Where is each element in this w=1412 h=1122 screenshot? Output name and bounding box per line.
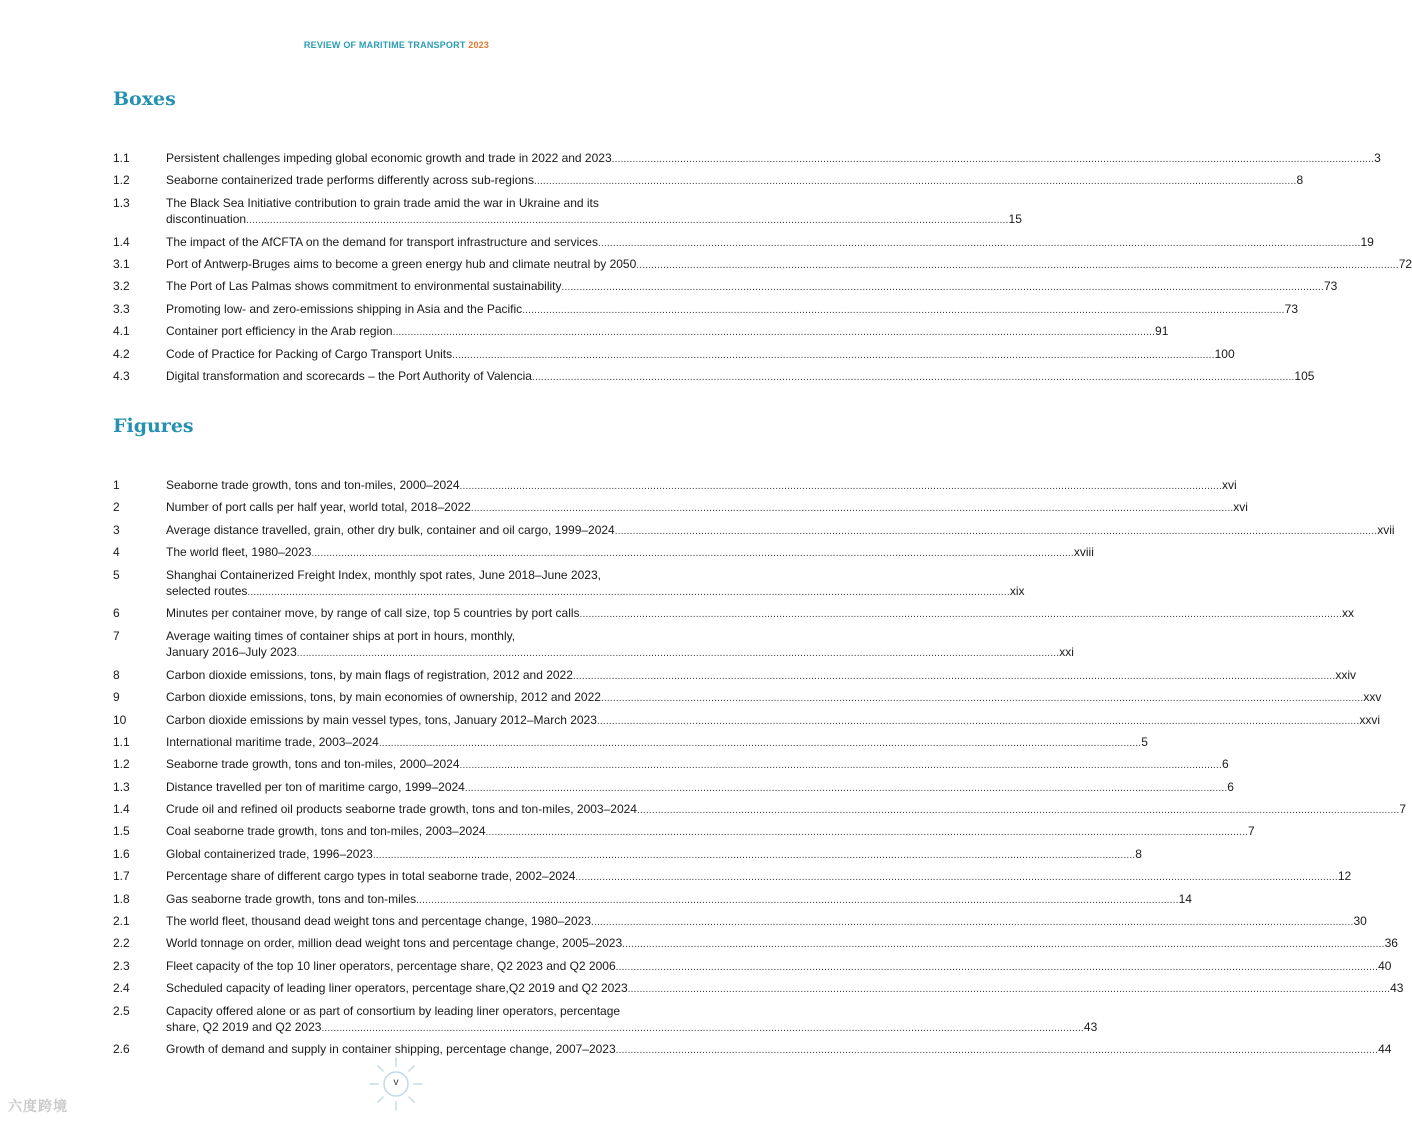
toc-entry-body: [166, 605, 1354, 624]
toc-entry-title: January 2016–July 2023: [166, 645, 297, 660]
toc-entry-line: [166, 935, 1398, 954]
toc-entry-number: 4.1: [113, 324, 130, 339]
toc-entry-number: 9: [113, 690, 120, 705]
toc-entry-title: Crude oil and refined oil products seaborne trade growth, tons and ton-miles, 2003–2024: [166, 802, 637, 817]
toc-entry-body: [166, 499, 1248, 518]
toc-entry-number: 1.7: [113, 869, 130, 884]
toc-entry-body: [166, 234, 1374, 253]
toc-entry-line: [166, 278, 1338, 297]
dot-leader: [628, 982, 1390, 999]
toc-entry-page: xvi: [1221, 478, 1237, 492]
toc-entry-number: 3.1: [113, 257, 130, 272]
dot-leader: [636, 258, 1398, 275]
toc-entry-body: [166, 712, 1381, 731]
toc-entry-title: Minutes per container move, by range of call size, top 5 countries by port calls: [166, 606, 580, 621]
toc-entry-line: [166, 644, 1074, 663]
toc-entry-title: Gas seaborne trade growth, tons and ton-miles: [166, 891, 417, 906]
toc-entry-body: [166, 980, 1404, 999]
toc-entry-page: xxv: [1363, 690, 1382, 705]
header-year: 2023: [468, 40, 490, 50]
toc-entry[interactable]: [113, 346, 1235, 365]
toc-entry-page: 8: [1135, 846, 1142, 861]
toc-entry[interactable]: [113, 913, 1367, 932]
dot-leader: [465, 781, 1227, 798]
toc-entry-page: xxiv: [1335, 667, 1357, 682]
toc-entry-title: Container port efficiency in the Arab region: [166, 324, 393, 339]
toc-entry-body: [166, 689, 1382, 708]
toc-entry-number: 4.2: [113, 346, 130, 361]
toc-entry-body: [166, 256, 1412, 275]
toc-entry-page: 6: [1221, 757, 1229, 772]
toc-entry-page: xix: [1009, 584, 1025, 599]
toc-entry-title: World tonnage on order, million dead weight tons and percentage change, 2005–2023: [166, 936, 623, 951]
toc-entry-title: Digital transformation and scorecards – the Port Authority of Valencia: [166, 369, 532, 384]
toc-entry-line: [166, 734, 1148, 753]
toc-entry-number: 2.6: [113, 1042, 130, 1057]
toc-entry-number: 8: [113, 667, 120, 682]
toc-entry-number: 7: [113, 628, 120, 643]
toc-entry-title: The Black Sea Initiative contribution to grain trade amid the war in Ukraine and its: [166, 195, 599, 210]
toc-entry-number: 1.4: [113, 234, 130, 249]
toc-entry-line: [166, 628, 680, 645]
toc-entry[interactable]: [113, 234, 1374, 253]
toc-entry-page: xviii: [1073, 545, 1094, 560]
toc-entry-title: Scheduled capacity of leading liner operators, percentage share,Q2 2019 and Q2 2023: [166, 981, 628, 996]
dot-leader: [573, 669, 1335, 686]
dot-leader: [575, 870, 1337, 887]
toc-entry-body: [166, 913, 1367, 932]
toc-entry-title: Seaborne containerized trade performs differently across sub-regions: [166, 173, 534, 188]
toc-entry-page: 15: [1008, 212, 1022, 227]
toc-entry[interactable]: [113, 522, 1395, 541]
toc-entry-page: 73: [1323, 279, 1338, 294]
header-title: REVIEW OF MARITIME TRANSPORT: [303, 40, 466, 50]
toc-entry-title: Average waiting times of container ships at port in hours, monthly,: [166, 628, 516, 643]
toc-entry-body: [166, 323, 1169, 342]
toc-entry[interactable]: [113, 256, 1412, 275]
toc-entry[interactable]: [113, 980, 1404, 999]
toc-entry-line: [166, 891, 1192, 910]
toc-entry-body: [166, 278, 1338, 297]
boxes-list: [113, 150, 1412, 390]
toc-entry[interactable]: [113, 1003, 1098, 1038]
toc-entry-page: 43: [1390, 981, 1404, 996]
toc-entry-line: [166, 1003, 680, 1020]
toc-entry-number: 2.3: [113, 958, 130, 973]
toc-entry-page: 73: [1284, 301, 1298, 316]
toc-entry-title: Distance travelled per ton of maritime cargo, 1999–2024: [166, 779, 465, 794]
toc-entry-title: Number of port calls per half year, world total, 2018–2022: [166, 500, 471, 515]
toc-entry-line: [166, 958, 1392, 977]
toc-entry-title: Carbon dioxide emissions, tons, by main economies of ownership, 2012 and 2022: [166, 690, 601, 705]
toc-entry-body: [166, 801, 1407, 820]
toc-entry-page: 14: [1178, 891, 1192, 906]
toc-entry-number: 1.1: [113, 151, 130, 165]
toc-entry[interactable]: [113, 712, 1381, 731]
dot-leader: [416, 893, 1178, 910]
toc-entry-title: The impact of the AfCFTA on the demand for transport infrastructure and services: [166, 234, 598, 249]
dot-leader: [460, 758, 1222, 775]
toc-entry-page: 72: [1398, 257, 1412, 272]
toc-entry-page: xvi: [1233, 500, 1248, 515]
watermark: [8, 1096, 68, 1116]
toc-entry-page: 100: [1214, 346, 1235, 361]
toc-entry-title: Code of Practice for Packing of Cargo Transport Units: [166, 346, 453, 361]
toc-entry-page: xxvi: [1359, 712, 1381, 727]
toc-entry-line: [166, 823, 1255, 842]
toc-entry-number: 4: [113, 545, 120, 560]
toc-entry-number: 1.6: [113, 846, 130, 861]
toc-entry-number: 1.2: [113, 173, 130, 188]
toc-entry-line: [166, 801, 1407, 820]
toc-entry-title: International maritime trade, 2003–2024: [166, 734, 379, 749]
toc-entry-number: 1.3: [113, 779, 130, 794]
toc-entry-title: The world fleet, thousand dead weight tons and percentage change, 1980–2023: [166, 914, 591, 929]
dot-leader: [597, 714, 1359, 731]
toc-entry[interactable]: [113, 544, 1094, 563]
dot-leader: [591, 915, 1353, 932]
toc-entry-body: [166, 958, 1392, 977]
toc-entry[interactable]: [113, 323, 1169, 342]
toc-entry-body: [166, 628, 1074, 663]
toc-entry-title: Coal seaborne trade growth, tons and ton-miles, 2003–2024: [166, 824, 486, 839]
toc-entry[interactable]: [113, 567, 1025, 602]
toc-entry[interactable]: [113, 172, 1304, 191]
toc-entry-body: [166, 779, 1234, 798]
dot-leader: [522, 303, 1284, 320]
toc-entry-line: [166, 346, 1235, 365]
toc-entry-title: Port of Antwerp-Bruges aims to become a green energy hub and climate neutral by 2050: [166, 257, 637, 272]
toc-entry-page: 36: [1384, 936, 1398, 951]
dot-leader: [616, 960, 1378, 977]
toc-entry-page: 43: [1083, 1020, 1098, 1035]
toc-entry[interactable]: [113, 734, 1148, 753]
toc-entry-line: [166, 522, 1395, 541]
toc-entry-number: 3.2: [113, 279, 130, 294]
dot-leader: [373, 848, 1135, 865]
toc-entry-body: [166, 1003, 1098, 1038]
toc-entry-number: 3: [113, 522, 120, 537]
dot-leader: [471, 501, 1233, 518]
toc-entry-page: xxi: [1059, 645, 1074, 660]
toc-entry-body: [166, 567, 1025, 602]
toc-entry-line: [166, 323, 1169, 342]
toc-entry-body: [166, 734, 1148, 753]
toc-entry-line: [166, 567, 680, 584]
toc-entry-number: 2.5: [113, 1003, 130, 1018]
toc-entry-number: 1.1: [113, 734, 130, 749]
toc-entry-number: 10: [113, 712, 127, 727]
dot-leader: [532, 370, 1294, 387]
toc-entry-page: xx: [1342, 606, 1354, 621]
dot-leader: [246, 213, 1008, 230]
toc-entry-page: 7: [1248, 824, 1255, 839]
dot-leader: [460, 479, 1222, 496]
dot-leader: [321, 1021, 1083, 1038]
toc-entry[interactable]: [113, 368, 1315, 387]
toc-entry-body: [166, 544, 1094, 563]
toc-entry-body: [166, 868, 1352, 887]
toc-entry[interactable]: [113, 150, 1381, 169]
toc-entry-line: [166, 234, 1374, 253]
toc-entry-title: discontinuation: [166, 212, 247, 227]
running-header: [0, 40, 793, 50]
toc-entry-line: [166, 477, 1237, 496]
toc-entry-body: [166, 667, 1357, 686]
toc-entry-title: Average distance travelled, grain, other dry bulk, container and oil cargo, 1999–2024: [166, 522, 615, 537]
dot-leader: [637, 803, 1399, 820]
toc-entry[interactable]: [113, 689, 1382, 708]
toc-entry-title: Percentage share of different cargo types in total seaborne trade, 2002–2024: [166, 869, 576, 884]
dot-leader: [601, 691, 1363, 708]
toc-entry-title: The Port of Las Palmas shows commitment to environmental sustainability: [166, 279, 562, 294]
toc-entry-title: Growth of demand and supply in container shipping, percentage change, 2007–2023: [166, 1042, 616, 1057]
toc-entry[interactable]: [113, 779, 1234, 798]
toc-entry-line: [166, 583, 1025, 602]
toc-entry-number: 1.3: [113, 195, 130, 210]
toc-entry-body: [166, 846, 1142, 865]
toc-entry-page: 5: [1141, 734, 1148, 749]
figures-list: [113, 477, 1407, 1064]
dot-leader: [452, 348, 1214, 365]
toc-entry-page: xvii: [1377, 522, 1395, 537]
toc-entry[interactable]: [113, 605, 1354, 624]
toc-entry-body: [166, 891, 1192, 910]
toc-entry-line: [166, 868, 1352, 887]
toc-entry-number: 3.3: [113, 301, 130, 316]
toc-entry[interactable]: [113, 477, 1237, 496]
watermark-text: 六度跨境: [8, 1098, 68, 1114]
toc-entry-body: [166, 172, 1304, 191]
toc-entry[interactable]: [113, 823, 1255, 842]
toc-entry[interactable]: [113, 935, 1398, 954]
toc-entry-line: [166, 150, 1381, 169]
dot-leader: [247, 585, 1009, 602]
toc-entry-line: [166, 368, 1315, 387]
toc-entry-title: Seaborne trade growth, tons and ton-miles, 2000–2024: [166, 757, 460, 772]
toc-entry-page: 30: [1353, 914, 1367, 929]
dot-leader: [486, 825, 1248, 842]
toc-entry[interactable]: [113, 667, 1357, 686]
toc-entry-number: 5: [113, 567, 120, 582]
toc-entry-line: [166, 211, 1022, 230]
toc-entry[interactable]: [113, 958, 1392, 977]
toc-entry-number: 1.2: [113, 757, 130, 772]
toc-entry-number: 1: [113, 478, 120, 492]
dot-leader: [598, 236, 1360, 253]
toc-entry-body: [166, 150, 1381, 169]
dot-leader: [311, 546, 1073, 563]
toc-entry-line: [166, 605, 1354, 624]
toc-entry-body: [166, 301, 1298, 320]
toc-entry[interactable]: [113, 301, 1298, 320]
toc-entry-number: 1.5: [113, 824, 130, 839]
toc-entry-body: [166, 195, 1022, 230]
toc-entry-title: The world fleet, 1980–2023: [166, 545, 312, 560]
toc-entry-number: 1.8: [113, 891, 130, 906]
toc-entry-page: 40: [1378, 958, 1392, 973]
dot-leader: [616, 1043, 1378, 1060]
toc-entry-title: selected routes: [166, 584, 248, 599]
toc-entry-number: 6: [113, 606, 120, 621]
dot-leader: [622, 937, 1384, 954]
toc-entry-line: [166, 1019, 1098, 1038]
toc-entry[interactable]: [113, 801, 1407, 820]
toc-entry-number: 4.3: [113, 369, 130, 384]
toc-entry-title: Capacity offered alone or as part of consortium by leading liner operators, percentage: [166, 1003, 621, 1018]
toc-entry-title: Carbon dioxide emissions by main vessel types, tons, January 2012–March 2023: [166, 712, 597, 727]
toc-entry-line: [166, 779, 1234, 798]
toc-entry-line: [166, 544, 1094, 563]
toc-entry-page: 44: [1378, 1042, 1392, 1057]
dot-leader: [562, 280, 1324, 297]
toc-entry[interactable]: [113, 628, 1074, 663]
toc-entry-page: 7: [1399, 802, 1407, 817]
toc-entry-line: [166, 172, 1304, 191]
toc-entry-line: [166, 980, 1404, 999]
toc-entry[interactable]: [113, 891, 1192, 910]
toc-entry-line: [166, 712, 1381, 731]
figures-heading: Figures: [113, 415, 194, 437]
dot-leader: [393, 325, 1155, 342]
toc-entry[interactable]: [113, 868, 1352, 887]
toc-entry-number: 2: [113, 500, 120, 515]
toc-entry-body: [166, 935, 1398, 954]
toc-entry-title: Persistent challenges impeding global economic growth and trade in 2022 and 2023: [166, 151, 612, 165]
page-number: v: [393, 1077, 399, 1088]
toc-entry-number: 2.2: [113, 936, 130, 951]
toc-entry-page: 12: [1337, 869, 1352, 884]
toc-entry-line: [166, 846, 1142, 865]
toc-entry-title: Carbon dioxide emissions, tons, by main flags of registration, 2012 and 2022: [166, 667, 573, 682]
dot-leader: [615, 524, 1377, 541]
toc-entry-title: Fleet capacity of the top 10 liner operators, percentage share, Q2 2023 and Q2 2006: [166, 958, 616, 973]
toc-entry-title: Global containerized trade, 1996–2023: [166, 846, 373, 861]
toc-entry-number: 1.4: [113, 802, 130, 817]
toc-entry-line: [166, 301, 1298, 320]
toc-entry-body: [166, 823, 1255, 842]
toc-entry-line: [166, 499, 1248, 518]
toc-entry-body: [166, 368, 1315, 387]
dot-leader: [534, 174, 1296, 191]
toc-entry-page: 91: [1155, 324, 1169, 339]
toc-entry-body: [166, 522, 1395, 541]
boxes-heading: Boxes: [113, 88, 176, 110]
toc-entry-body: [166, 346, 1235, 365]
toc-entry-title: Seaborne trade growth, tons and ton-miles, 2000–2024: [166, 478, 460, 492]
toc-entry[interactable]: [113, 499, 1248, 518]
toc-entry[interactable]: [113, 195, 1022, 230]
toc-entry[interactable]: [113, 846, 1142, 865]
toc-entry-body: [166, 477, 1237, 496]
toc-entry[interactable]: [113, 278, 1338, 297]
toc-entry-line: [166, 667, 1357, 686]
toc-entry-title: Promoting low- and zero-emissions shipping in Asia and the Pacific: [166, 301, 523, 316]
toc-entry-line: [166, 756, 1229, 775]
toc-entry-page: 105: [1294, 369, 1315, 384]
toc-entry-page: 3: [1374, 151, 1381, 165]
toc-entry-number: 2.1: [113, 914, 130, 929]
toc-entry-page: 6: [1227, 779, 1234, 794]
toc-entry-line: [166, 256, 1412, 275]
dot-leader: [580, 607, 1342, 624]
toc-entry-line: [166, 689, 1382, 708]
toc-entry-number: 2.4: [113, 981, 130, 996]
dot-leader: [612, 152, 1374, 169]
toc-entry-title: share, Q2 2019 and Q2 2023: [166, 1020, 322, 1035]
toc-entry-page: 8: [1296, 173, 1304, 188]
dot-leader: [379, 736, 1141, 753]
toc-entry-page: 19: [1360, 234, 1374, 249]
toc-entry-line: [166, 913, 1367, 932]
toc-entry[interactable]: [113, 756, 1229, 775]
toc-entry-title: Shanghai Containerized Freight Index, monthly spot rates, June 2018–June 2023,: [166, 567, 601, 582]
dot-leader: [297, 646, 1059, 663]
toc-entry-line: [166, 195, 680, 212]
toc-entry-body: [166, 756, 1229, 775]
